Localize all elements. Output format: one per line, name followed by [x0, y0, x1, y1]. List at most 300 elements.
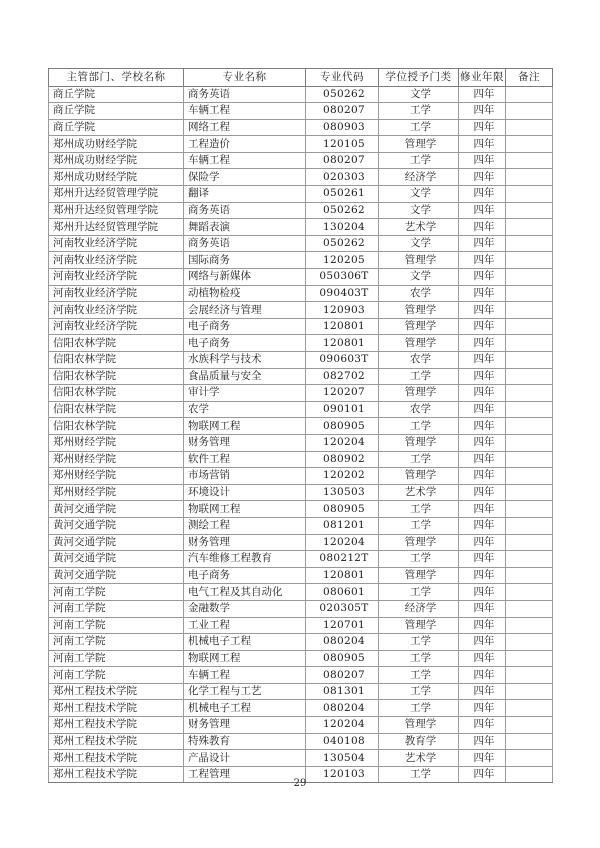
cell-school: 河南工学院 [49, 634, 184, 651]
cell-school: 郑州升达经贸管理学院 [49, 186, 184, 203]
cell-remark [506, 86, 553, 103]
cell-major: 车辆工程 [184, 667, 306, 684]
cell-major: 物联网工程 [184, 650, 306, 667]
cell-remark [506, 484, 553, 501]
cell-years: 四年 [459, 567, 506, 584]
cell-school: 郑州财经学院 [49, 434, 184, 451]
cell-degree: 文学 [379, 269, 459, 286]
cell-code: 120801 [306, 567, 379, 584]
cell-school: 郑州财经学院 [49, 451, 184, 468]
cell-code: 080204 [306, 634, 379, 651]
cell-remark [506, 534, 553, 551]
cell-degree: 农学 [379, 401, 459, 418]
cell-school: 郑州财经学院 [49, 468, 184, 485]
cell-remark [506, 700, 553, 717]
cell-years: 四年 [459, 252, 506, 269]
cell-code: 120105 [306, 136, 379, 153]
cell-code: 130504 [306, 750, 379, 767]
cell-degree: 教育学 [379, 733, 459, 750]
cell-school: 河南工学院 [49, 617, 184, 634]
cell-code: 020303 [306, 169, 379, 186]
table-row [49, 169, 553, 186]
cell-remark [506, 318, 553, 335]
cell-remark [506, 567, 553, 584]
cell-degree: 工学 [379, 368, 459, 385]
cell-years: 四年 [459, 385, 506, 402]
cell-code: 080905 [306, 418, 379, 435]
cell-remark [506, 551, 553, 568]
cell-major: 网络工程 [184, 119, 306, 136]
cell-major: 化学工程与工艺 [184, 683, 306, 700]
table-row [49, 119, 553, 136]
cell-years: 四年 [459, 103, 506, 120]
cell-school: 商丘学院 [49, 119, 184, 136]
cell-code: 120207 [306, 385, 379, 402]
cell-years: 四年 [459, 86, 506, 103]
cell-years: 四年 [459, 169, 506, 186]
cell-school: 黄河交通学院 [49, 517, 184, 534]
cell-school: 郑州工程技术学院 [49, 733, 184, 750]
cell-remark [506, 285, 553, 302]
cell-years: 四年 [459, 733, 506, 750]
cell-degree: 工学 [379, 517, 459, 534]
cell-code: 050262 [306, 235, 379, 252]
table-row [49, 484, 553, 501]
table-row [49, 385, 553, 402]
cell-major: 金融数学 [184, 600, 306, 617]
cell-years: 四年 [459, 136, 506, 153]
cell-remark [506, 186, 553, 203]
cell-remark [506, 617, 553, 634]
cell-code: 080207 [306, 103, 379, 120]
cell-school: 河南工学院 [49, 667, 184, 684]
cell-remark [506, 352, 553, 369]
table-row [49, 501, 553, 518]
cell-school: 郑州工程技术学院 [49, 683, 184, 700]
cell-years: 四年 [459, 418, 506, 435]
cell-school: 河南牧业经济学院 [49, 269, 184, 286]
cell-degree: 工学 [379, 650, 459, 667]
cell-years: 四年 [459, 700, 506, 717]
cell-degree: 工学 [379, 584, 459, 601]
cell-remark [506, 385, 553, 402]
cell-major: 机械电子工程 [184, 700, 306, 717]
cell-degree: 经济学 [379, 600, 459, 617]
table-row [49, 667, 553, 684]
table-header-row [49, 69, 553, 87]
cell-major: 软件工程 [184, 451, 306, 468]
table-row [49, 202, 553, 219]
cell-major: 测绘工程 [184, 517, 306, 534]
cell-degree: 文学 [379, 186, 459, 203]
cell-major: 工程管理 [184, 766, 306, 783]
cell-remark [506, 717, 553, 734]
cell-remark [506, 335, 553, 352]
cell-major: 财务管理 [184, 717, 306, 734]
cell-years: 四年 [459, 335, 506, 352]
cell-school: 商丘学院 [49, 86, 184, 103]
cell-degree: 艺术学 [379, 219, 459, 236]
cell-degree: 管理学 [379, 468, 459, 485]
cell-code: 130503 [306, 484, 379, 501]
table-row [49, 136, 553, 153]
cell-major: 商务英语 [184, 202, 306, 219]
cell-degree: 文学 [379, 235, 459, 252]
cell-major: 财务管理 [184, 534, 306, 551]
cell-school: 河南牧业经济学院 [49, 235, 184, 252]
cell-major: 会展经济与管理 [184, 302, 306, 319]
cell-degree: 管理学 [379, 136, 459, 153]
cell-degree: 管理学 [379, 335, 459, 352]
cell-code: 050262 [306, 86, 379, 103]
table-row [49, 600, 553, 617]
cell-years: 四年 [459, 484, 506, 501]
cell-major: 商务英语 [184, 86, 306, 103]
table-row [49, 717, 553, 734]
cell-degree: 农学 [379, 285, 459, 302]
cell-major: 财务管理 [184, 434, 306, 451]
cell-years: 四年 [459, 219, 506, 236]
cell-school: 信阳农林学院 [49, 352, 184, 369]
table-row [49, 634, 553, 651]
cell-school: 郑州成功财经学院 [49, 136, 184, 153]
cell-years: 四年 [459, 717, 506, 734]
cell-school: 黄河交通学院 [49, 534, 184, 551]
table-row [49, 451, 553, 468]
column-header-degree: 学位授予门类 [379, 69, 459, 87]
cell-school: 郑州升达经贸管理学院 [49, 202, 184, 219]
table-row [49, 252, 553, 269]
cell-major: 电子商务 [184, 335, 306, 352]
table-header [49, 69, 553, 87]
cell-degree: 管理学 [379, 434, 459, 451]
cell-years: 四年 [459, 750, 506, 767]
cell-major: 特殊教育 [184, 733, 306, 750]
cell-code: 082702 [306, 368, 379, 385]
cell-major: 食晶质量与安全 [184, 368, 306, 385]
table-row [49, 418, 553, 435]
table-row [49, 86, 553, 103]
cell-degree: 管理学 [379, 302, 459, 319]
table-row [49, 567, 553, 584]
cell-degree: 工学 [379, 667, 459, 684]
page-number: 29 [293, 778, 307, 789]
cell-code: 080903 [306, 119, 379, 136]
cell-degree: 管理学 [379, 717, 459, 734]
cell-code: 080212T [306, 551, 379, 568]
cell-years: 四年 [459, 667, 506, 684]
column-header-remark: 备注 [506, 69, 553, 87]
cell-degree: 艺术学 [379, 750, 459, 767]
cell-remark [506, 468, 553, 485]
cell-years: 四年 [459, 584, 506, 601]
cell-code: 090101 [306, 401, 379, 418]
cell-degree: 工学 [379, 683, 459, 700]
cell-major: 工程造价 [184, 136, 306, 153]
cell-code: 050306T [306, 269, 379, 286]
cell-remark [506, 683, 553, 700]
cell-school: 信阳农林学院 [49, 385, 184, 402]
cell-major: 翻译 [184, 186, 306, 203]
table-row [49, 335, 553, 352]
cell-major: 审计学 [184, 385, 306, 402]
column-header-code: 专业代码 [306, 69, 379, 87]
cell-remark [506, 169, 553, 186]
cell-school: 河南牧业经济学院 [49, 318, 184, 335]
cell-code: 120204 [306, 434, 379, 451]
cell-remark [506, 650, 553, 667]
table-row [49, 700, 553, 717]
cell-code: 120801 [306, 335, 379, 352]
table-row [49, 733, 553, 750]
cell-years: 四年 [459, 468, 506, 485]
cell-school: 河南牧业经济学院 [49, 285, 184, 302]
cell-code: 120204 [306, 717, 379, 734]
cell-code: 040108 [306, 733, 379, 750]
cell-major: 电子商务 [184, 567, 306, 584]
cell-code: 050262 [306, 202, 379, 219]
cell-remark [506, 401, 553, 418]
cell-school: 商丘学院 [49, 103, 184, 120]
cell-years: 四年 [459, 517, 506, 534]
cell-degree: 管理学 [379, 534, 459, 551]
cell-degree: 工学 [379, 501, 459, 518]
table-row [49, 534, 553, 551]
cell-remark [506, 152, 553, 169]
cell-school: 黄河交通学院 [49, 567, 184, 584]
cell-degree: 工学 [379, 551, 459, 568]
table-row [49, 352, 553, 369]
cell-code: 120103 [306, 766, 379, 783]
cell-school: 信阳农林学院 [49, 418, 184, 435]
cell-code: 080204 [306, 700, 379, 717]
cell-remark [506, 235, 553, 252]
table-row [49, 584, 553, 601]
majors-table-container [48, 68, 552, 783]
cell-major: 农学 [184, 401, 306, 418]
cell-degree: 工学 [379, 700, 459, 717]
cell-code: 080207 [306, 667, 379, 684]
table-row [49, 219, 553, 236]
cell-remark [506, 600, 553, 617]
cell-remark [506, 750, 553, 767]
cell-remark [506, 434, 553, 451]
table-row [49, 318, 553, 335]
cell-years: 四年 [459, 600, 506, 617]
cell-degree: 文学 [379, 86, 459, 103]
cell-years: 四年 [459, 269, 506, 286]
cell-degree: 工学 [379, 451, 459, 468]
cell-years: 四年 [459, 551, 506, 568]
cell-remark [506, 302, 553, 319]
cell-school: 郑州工程技术学院 [49, 717, 184, 734]
cell-code: 120205 [306, 252, 379, 269]
cell-remark [506, 136, 553, 153]
table-row [49, 368, 553, 385]
table-row [49, 285, 553, 302]
cell-major: 车辆工程 [184, 152, 306, 169]
cell-years: 四年 [459, 285, 506, 302]
cell-years: 四年 [459, 634, 506, 651]
cell-school: 郑州财经学院 [49, 484, 184, 501]
column-header-school: 主管部门、学校名称 [49, 69, 184, 87]
cell-major: 电气工程及其自动化 [184, 584, 306, 601]
cell-code: 080905 [306, 501, 379, 518]
cell-school: 黄河交通学院 [49, 501, 184, 518]
cell-major: 产晶设计 [184, 750, 306, 767]
cell-major: 电子商务 [184, 318, 306, 335]
cell-years: 四年 [459, 302, 506, 319]
table-body [49, 86, 553, 783]
table-row [49, 269, 553, 286]
cell-degree: 工学 [379, 152, 459, 169]
cell-years: 四年 [459, 401, 506, 418]
cell-school: 河南工学院 [49, 600, 184, 617]
table-row [49, 650, 553, 667]
cell-code: 130204 [306, 219, 379, 236]
table-row [49, 551, 553, 568]
cell-years: 四年 [459, 119, 506, 136]
cell-school: 信阳农林学院 [49, 335, 184, 352]
cell-code: 080207 [306, 152, 379, 169]
cell-degree: 经济学 [379, 169, 459, 186]
cell-years: 四年 [459, 501, 506, 518]
table-row [49, 152, 553, 169]
table-row [49, 103, 553, 120]
cell-school: 河南牧业经济学院 [49, 252, 184, 269]
cell-remark [506, 368, 553, 385]
cell-years: 四年 [459, 152, 506, 169]
cell-major: 车辆工程 [184, 103, 306, 120]
cell-years: 四年 [459, 534, 506, 551]
table-row [49, 235, 553, 252]
cell-years: 四年 [459, 617, 506, 634]
cell-major: 市场营销 [184, 468, 306, 485]
cell-years: 四年 [459, 368, 506, 385]
cell-school: 河南工学院 [49, 650, 184, 667]
cell-school: 郑州成功财经学院 [49, 169, 184, 186]
cell-major: 环境设计 [184, 484, 306, 501]
cell-remark [506, 451, 553, 468]
cell-code: 120903 [306, 302, 379, 319]
cell-code: 090403T [306, 285, 379, 302]
cell-major: 机械电子工程 [184, 634, 306, 651]
table-row [49, 517, 553, 534]
cell-major: 水族科学与技术 [184, 352, 306, 369]
table-row [49, 302, 553, 319]
cell-years: 四年 [459, 202, 506, 219]
cell-years: 四年 [459, 352, 506, 369]
cell-code: 081201 [306, 517, 379, 534]
cell-years: 四年 [459, 186, 506, 203]
cell-degree: 艺术学 [379, 484, 459, 501]
cell-code: 090603T [306, 352, 379, 369]
cell-remark [506, 202, 553, 219]
cell-code: 080601 [306, 584, 379, 601]
cell-remark [506, 584, 553, 601]
cell-school: 黄河交通学院 [49, 551, 184, 568]
cell-remark [506, 252, 553, 269]
cell-years: 四年 [459, 434, 506, 451]
cell-degree: 管理学 [379, 567, 459, 584]
cell-major: 国际商务 [184, 252, 306, 269]
cell-degree: 工学 [379, 418, 459, 435]
cell-code: 120801 [306, 318, 379, 335]
table-row [49, 750, 553, 767]
table-row [49, 683, 553, 700]
cell-major: 舞蹈表演 [184, 219, 306, 236]
cell-remark [506, 219, 553, 236]
cell-degree: 管理学 [379, 617, 459, 634]
table-row [49, 468, 553, 485]
cell-remark [506, 501, 553, 518]
cell-code: 120202 [306, 468, 379, 485]
cell-years: 四年 [459, 318, 506, 335]
cell-major: 汽车维修工程教育 [184, 551, 306, 568]
cell-remark [506, 634, 553, 651]
cell-school: 郑州升达经贸管理学院 [49, 219, 184, 236]
cell-degree: 工学 [379, 766, 459, 783]
cell-remark [506, 269, 553, 286]
table-row [49, 434, 553, 451]
cell-school: 郑州成功财经学院 [49, 152, 184, 169]
cell-code: 120204 [306, 534, 379, 551]
cell-years: 四年 [459, 683, 506, 700]
column-header-major: 专业名称 [184, 69, 306, 87]
table-row [49, 186, 553, 203]
cell-school: 郑州工程技术学院 [49, 750, 184, 767]
cell-years: 四年 [459, 235, 506, 252]
cell-years: 四年 [459, 766, 506, 783]
cell-degree: 管理学 [379, 318, 459, 335]
cell-school: 河南牧业经济学院 [49, 302, 184, 319]
cell-code: 120701 [306, 617, 379, 634]
cell-remark [506, 103, 553, 120]
cell-degree: 文学 [379, 202, 459, 219]
cell-code: 080902 [306, 451, 379, 468]
cell-major: 网络与新媒体 [184, 269, 306, 286]
cell-remark [506, 119, 553, 136]
table-row [49, 617, 553, 634]
cell-degree: 工学 [379, 119, 459, 136]
cell-school: 信阳农林学院 [49, 401, 184, 418]
cell-remark [506, 667, 553, 684]
cell-remark [506, 418, 553, 435]
cell-degree: 农学 [379, 352, 459, 369]
cell-major: 物联网工程 [184, 501, 306, 518]
cell-major: 工业工程 [184, 617, 306, 634]
cell-remark [506, 517, 553, 534]
cell-degree: 管理学 [379, 385, 459, 402]
cell-years: 四年 [459, 650, 506, 667]
cell-school: 郑州工程技术学院 [49, 700, 184, 717]
cell-code: 020305T [306, 600, 379, 617]
cell-degree: 工学 [379, 634, 459, 651]
column-header-years: 修业年限 [459, 69, 506, 87]
cell-major: 动植物检疫 [184, 285, 306, 302]
cell-remark [506, 733, 553, 750]
table-row [49, 401, 553, 418]
cell-years: 四年 [459, 451, 506, 468]
cell-code: 081301 [306, 683, 379, 700]
cell-school: 郑州工程技术学院 [49, 766, 184, 783]
cell-degree: 工学 [379, 103, 459, 120]
cell-code: 050261 [306, 186, 379, 203]
majors-table [48, 68, 553, 783]
cell-major: 保险学 [184, 169, 306, 186]
cell-degree: 管理学 [379, 252, 459, 269]
cell-code: 080905 [306, 650, 379, 667]
